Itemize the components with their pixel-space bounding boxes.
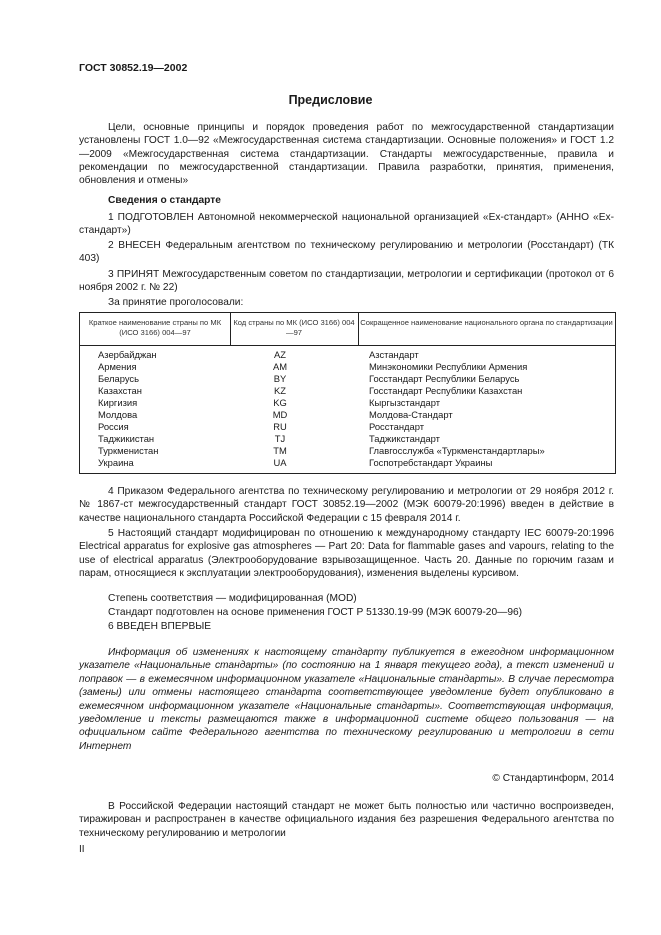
country-cell: Туркменистан xyxy=(98,445,159,456)
countries-table xyxy=(79,312,616,474)
copyright-notice: © Стандартинформ, 2014 xyxy=(492,773,614,784)
country-code-cell: MD xyxy=(272,409,288,420)
standards-body-cell: Минэкономики Республики Армения xyxy=(369,361,528,372)
table-row xyxy=(80,409,615,421)
country-cell: Киргизия xyxy=(98,397,138,408)
standards-body-cell: Главгосслужба «Туркменстандартлары» xyxy=(369,445,545,456)
country-code-cell: UA xyxy=(273,457,287,468)
country-cell: Молдова xyxy=(98,409,138,420)
standards-body-cell: Госпотребстандарт Украины xyxy=(369,457,493,468)
table-row xyxy=(80,397,615,409)
table-row xyxy=(80,433,615,445)
country-code-cell: TJ xyxy=(274,433,286,444)
country-cell: Украина xyxy=(98,457,134,468)
table-row xyxy=(80,385,615,397)
table-header-code: Код страны по МК (ИСО 3166) 004—97 xyxy=(233,318,355,337)
standards-body-cell: Госстандарт Республики Беларусь xyxy=(369,373,520,384)
country-cell: Азербайджан xyxy=(98,349,157,360)
document-id-header: ГОСТ 30852.19—2002 xyxy=(79,62,188,74)
standards-body-cell: Азстандарт xyxy=(369,349,419,360)
intro-paragraph: Цели, основные принципы и порядок проведения работ по межгосударственной стандартизации установлены ГОСТ 1.0—92 «Межгосударственная система стандартизации. Основные положения» и ГОСТ 1.2—2009 «Межгосударственная система стандартизации. Стандарты межгосударственные, правила и рекомендации по межгосударственной стандартизации. Правила разработки, принятия, применения, обновления и отмены» xyxy=(79,122,614,187)
country-cell: Беларусь xyxy=(98,373,140,384)
table-row xyxy=(80,349,615,361)
country-code-cell: RU xyxy=(273,421,287,432)
column-divider xyxy=(230,313,231,345)
voted-label: За принятие проголосовали: xyxy=(108,297,244,308)
item-4: 4 Приказом Федерального агентства по техническому регулированию и метрологии от 29 ноября 2012 г. № 1867-ст межгосударственный стандарт ГОСТ 30852.19—2002 (МЭК 60079-20:1996) введен в действие в качестве национального стандарта Российской Федерации с 15 февраля 2014 г. xyxy=(79,486,614,524)
country-code-cell: TM xyxy=(273,445,287,456)
table-header-body: Сокращенное наименование национального органа по стандартизации xyxy=(360,318,613,327)
page-number: II xyxy=(79,844,85,855)
item-5: 5 Настоящий стандарт модифицирован по отношению к международному стандарту IEC 60079-20:1996 Electrical apparatus for explosive gas atmospheres — Part 20: Data for flammable gases and vapours, relating to the use of electrical apparatus (Электрооборудование взрывозащищенное. Часть 20. Данные по горючим газам и парам, относящиеся к эксплуатации электрооборудования), изменения выделены курсивом. xyxy=(79,528,614,579)
country-cell: Казахстан xyxy=(98,385,142,396)
page-title: Предисловие xyxy=(288,93,373,107)
table-row xyxy=(80,361,615,373)
item-3: 3 ПРИНЯТ Межгосударственным советом по стандартизации, метрологии и сертификации (протокол от 6 ноября 2002 г. № 22) xyxy=(79,269,614,294)
table-row xyxy=(80,373,615,385)
table-header xyxy=(80,313,615,346)
country-code-cell: AZ xyxy=(274,349,286,360)
item-2: 2 ВНЕСЕН Федеральным агентством по техническому регулированию и метрологии (Росстандарт) (ТК 403) xyxy=(79,240,614,265)
country-cell: Россия xyxy=(98,421,129,432)
table-row xyxy=(80,445,615,457)
item-1: 1 ПОДГОТОВЛЕН Автономной некоммерческой национальной организацией «Ех-стандарт» (АННО «Ех-стандарт») xyxy=(79,212,614,237)
table-row xyxy=(80,457,615,469)
reproduction-notice: В Российской Федерации настоящий стандарт не может быть полностью или частично воспроизведен, тиражирован и распространен в качестве официального издания без разрешения Федерального агентства по техническому регулированию и метрологии xyxy=(79,801,614,839)
change-info-paragraph: Информация об изменениях к настоящему стандарту публикуется в ежегодном информационном указателе «Национальные стандарты» (по состоянию на 1 января текущего года), а текст изменений и поправок — в ежемесячном информационном указателе «Национальные стандарты». В случае пересмотра (замены) или отмены настоящего стандарта соответствующее уведомление будет опубликовано в ежемесячном информационном указателе «Национальные стандарты». Соответствующая информация, уведомление и тексты размещаются также в информационной системе общего пользования — на официальном сайте Федерального агентства по техническому регулированию и метрологии в сети Интернет xyxy=(79,647,614,752)
standards-body-cell: Таджикстандарт xyxy=(369,433,440,444)
item-6: 6 ВВЕДЕН ВПЕРВЫЕ xyxy=(108,621,212,632)
country-code-cell: KG xyxy=(273,397,287,408)
standards-body-cell: Кыргызстандарт xyxy=(369,397,441,408)
column-divider xyxy=(358,313,359,345)
country-cell: Армения xyxy=(98,361,137,372)
table-header-country: Краткое наименование страны по МК (ИСО 3166) 004—97 xyxy=(88,318,222,337)
based-on-note: Стандарт подготовлен на основе применения ГОСТ Р 51330.19-99 (МЭК 60079-20—96) xyxy=(108,607,523,618)
country-code-cell: BY xyxy=(273,373,287,384)
table-row xyxy=(80,421,615,433)
section-title: Сведения о стандарте xyxy=(108,195,221,206)
country-code-cell: KZ xyxy=(274,385,286,396)
standards-body-cell: Росстандарт xyxy=(369,421,424,432)
standards-body-cell: Госстандарт Республики Казахстан xyxy=(369,385,523,396)
standards-body-cell: Молдова-Стандарт xyxy=(369,409,453,420)
country-cell: Таджикистан xyxy=(98,433,155,444)
country-code-cell: AM xyxy=(272,361,288,372)
table-body xyxy=(80,349,615,469)
degree-of-conformity: Степень соответствия — модифицированная (MOD) xyxy=(108,593,357,604)
